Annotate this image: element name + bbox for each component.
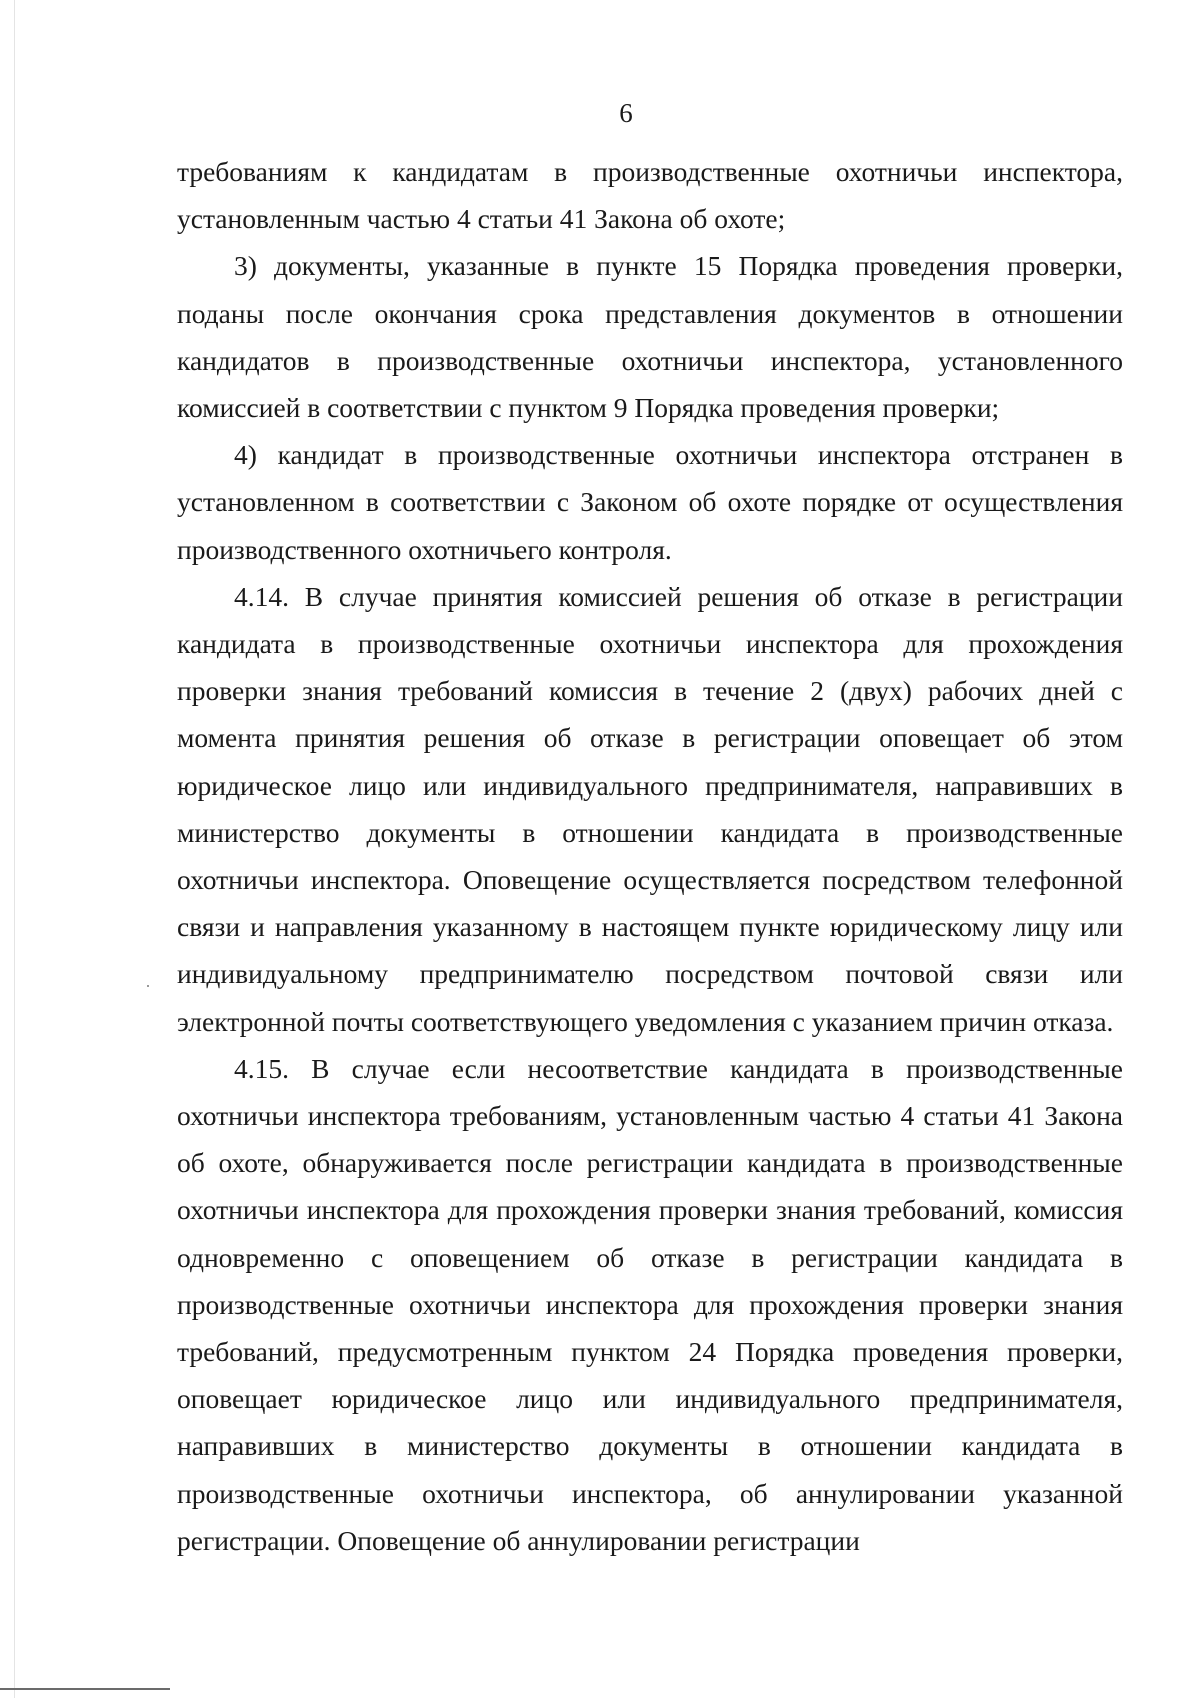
paragraph-continuation: требованиям к кандидатам в производственные охотничьи инспектора, установленным частью 4 статьи 41 Закона об охоте; [177,156,1123,235]
scan-speck [147,985,149,987]
paragraph-clause-4-14: 4.14. В случае принятия комиссией решения об отказе в регистрации кандидата в производственные охотничьи инспектора для прохождения проверки знания требований комиссия в течение 2 (двух) рабочих дней с момента принятия решения об отказе в регистрации оповещает об этом юридическое лицо или индивидуального предпринимателя, направивших в министерство документы в отношении кандидата в производственные охотничьи инспектора. Оповещение осуществляется посредством телефонной связи и направления указанному в настоящем пункте юридическому лицу или индивидуальному предпринимателю посредством почтовой связи или электронной почты соответствующего уведомления с указанием причин отказа. [177,580,1123,1037]
paragraph-item-3: 3) документы, указанные в пункте 15 Порядка проведения проверки, поданы после окончания срока представления документов в отношении кандидатов в производственные охотничьи инспектора, установленного комиссией в соответствии с пунктом 9 Порядка проведения проверки; [177,250,1123,424]
page-number: 6 [619,98,633,128]
document-body [177,148,1123,1564]
scan-edge-mark [0,1688,170,1690]
paragraph-clause-4-15: 4.15. В случае если несоответствие кандидата в производственные охотничьи инспектора требованиям, установленным частью 4 статьи 41 Закона об охоте, обнаруживается после регистрации кандидата в производственные охотничьи инспектора для прохождения проверки знания требований, комиссия одновременно с оповещением об отказе в регистрации кандидата в производственные охотничьи инспектора для прохождения проверки знания требований, предусмотренным пунктом 24 Порядка проведения проверки, оповещает юридическое лицо или индивидуального предпринимателя, направивших в министерство документы в отношении кандидата в производственные охотничьи инспектора, об аннулировании указанной регистрации. Оповещение об аннулировании регистрации [177,1052,1123,1556]
paragraph-item-4: 4) кандидат в производственные охотничьи инспектора отстранен в установленном в соответствии с Законом об охоте порядке от осуществления производственного охотничьего контроля. [177,439,1123,565]
scan-edge-line [14,0,15,1698]
